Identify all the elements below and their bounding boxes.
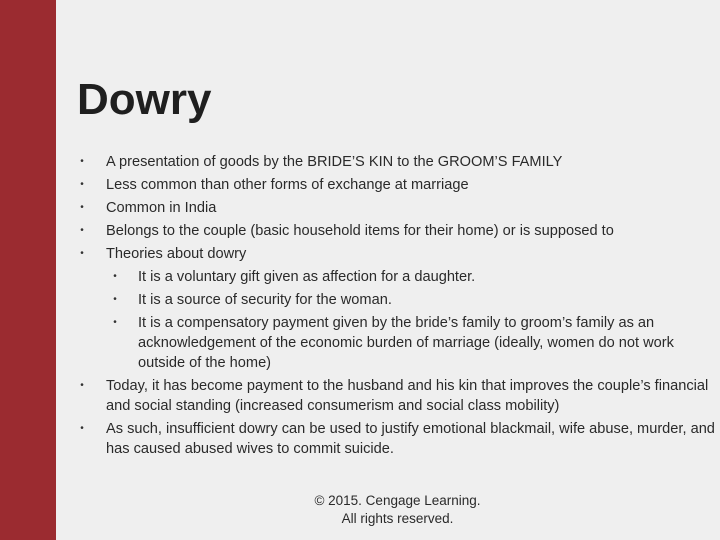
bullet-text: Less common than other forms of exchange at marriage (106, 177, 469, 193)
sub-bullet-text: It is a compensatory payment given by the bride’s family to groom’s family as an acknowledgement of the economic burden of marriage (ideally, women do not work outside of the home) (138, 315, 674, 371)
sub-bullet-list (106, 267, 715, 373)
bullet-icon: • (80, 248, 84, 259)
list-item (75, 152, 715, 172)
sub-bullet-icon: • (113, 317, 117, 328)
bullet-icon: • (80, 156, 84, 167)
slide-title: Dowry (77, 75, 212, 124)
list-item (75, 198, 715, 218)
sub-bullet-text: It is a source of security for the woman. (138, 292, 392, 308)
list-item (75, 175, 715, 195)
sub-bullet-icon: • (113, 271, 117, 282)
copyright-footer (300, 492, 495, 528)
list-item (75, 221, 715, 241)
list-item (75, 376, 715, 416)
sub-list-item (106, 313, 715, 373)
list-item (75, 419, 715, 459)
bullet-icon: • (80, 225, 84, 236)
bullet-list (75, 152, 715, 462)
sub-bullet-icon: • (113, 294, 117, 305)
bullet-text: Belongs to the couple (basic household items for their home) or is supposed to (106, 223, 614, 239)
bullet-icon: • (80, 179, 84, 190)
sub-bullet-text: It is a voluntary gift given as affection for a daughter. (138, 269, 476, 285)
bullet-icon: • (80, 202, 84, 213)
sub-list-item (106, 267, 715, 287)
accent-sidebar (0, 0, 56, 540)
bullet-text: As such, insufficient dowry can be used to justify emotional blackmail, wife abuse, murder, and has caused abused wives to commit suicide. (106, 421, 715, 457)
rights-line: All rights reserved. (341, 511, 454, 526)
bullet-icon: • (80, 423, 84, 434)
bullet-text: Common in India (106, 200, 217, 216)
list-item (75, 244, 715, 373)
bullet-text: A presentation of goods by the BRIDE’S KIN to the GROOM’S FAMILY (106, 154, 563, 170)
bullet-icon: • (80, 380, 84, 391)
bullet-text: Today, it has become payment to the husband and his kin that improves the couple’s financial and social standing (increased consumerism and social class mobility) (106, 378, 709, 414)
sub-list-item (106, 290, 715, 310)
copyright-line: © 2015. Cengage Learning. (314, 493, 481, 508)
bullet-text: Theories about dowry (106, 246, 247, 262)
